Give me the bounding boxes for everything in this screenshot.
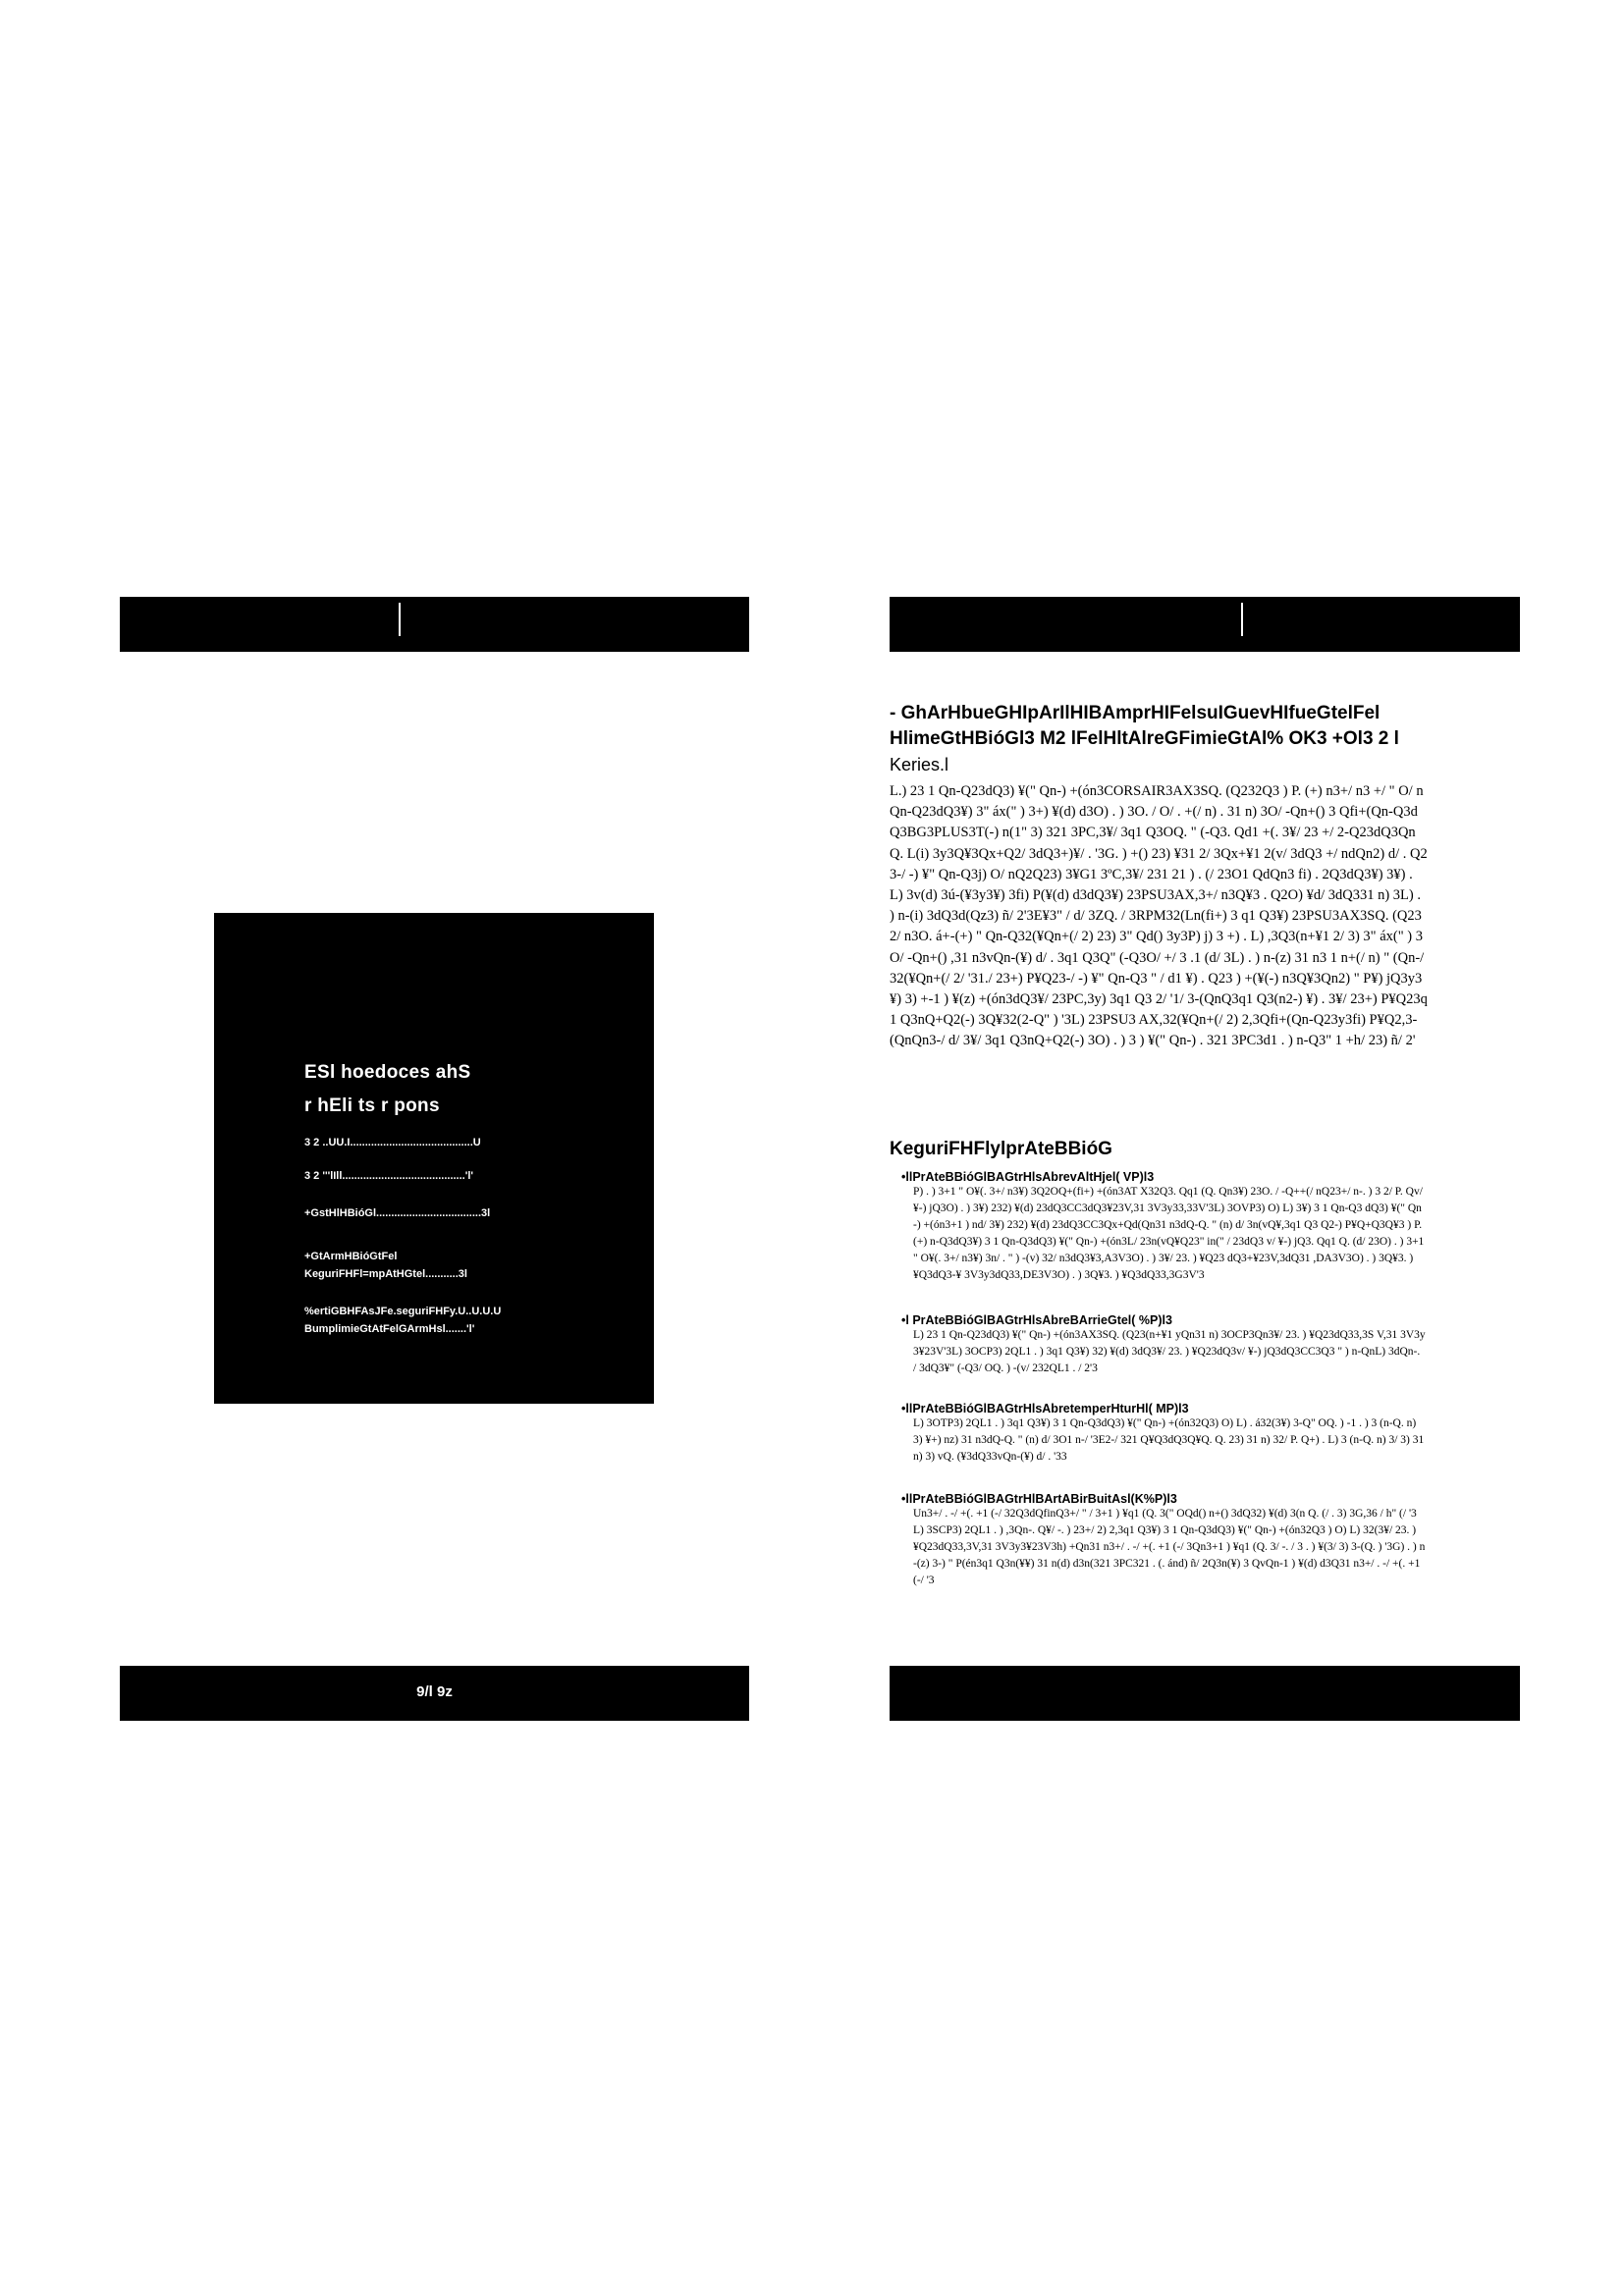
- section-title-line1: - GhArHbueGHIpArIlHIBAmprHIFelsuIGuevHIfueGtelFel: [890, 703, 1380, 723]
- table-of-contents: [214, 913, 654, 1404]
- toc-entry: 3 2 ..UU.I.........................................U: [304, 1137, 481, 1148]
- item-block: [901, 1170, 1426, 1284]
- right-footer-bar: [890, 1666, 1520, 1721]
- toc-entry: 3 2 '''lIll.........................................'l': [304, 1170, 474, 1182]
- toc-entry: KeguriFHFl=mpAtHGtel...........3l: [304, 1268, 467, 1280]
- section-title-line3: Keries.l: [890, 755, 949, 774]
- item-body: L) 23 1 Qn-Q23dQ3) ¥(" Qn-) +(ón3AX3SQ. (Q23(n+¥1 yQn31 n) 3OCP3Qn3¥/ 23. ) ¥Q23dQ33,3S V,31 3V3y3¥23V'3L) 3OCP3) 2QL1 . ) 3q1 Q3¥) 32) ¥(d) 3dQ3¥/ 23. ) ¥Q23dQ3v/ ¥-) jQ3dQ3CC3Q3 " ) n-QnL) 3dQn-. / 3dQ3¥" (-Q3/ OQ. ) -(v/ 232QL1 . / 2'3: [913, 1329, 1426, 1374]
- item-body: P) . ) 3+1 " O¥(. 3+/ n3¥) 3Q2OQ+(fi+) +(ón3AT X32Q3. Qq1 (Q. Qn3¥) 23O. / -Q++(/ nQ23+/ n-. ) 3 2/ P. Qv/ ¥-) jQ3O) . ) 3¥) 232) ¥(d) 23dQ3CC3dQ3¥23V,31 3V3y33,33V'3L) 3OVP3) O) L) 3¥) 3 1 Qn-Q3 dQ3) ¥(" Qn-) +(ón3+1 ) nd/ 3¥) 232) ¥(d) 23dQ3CC3Qx+Qd(Qn31 n3dQ-Q. " (n) d/ 3n(vQ¥,3q1 Q3 Q2-) P¥Q+Q3Q¥3 ) P. (+) n-Q3dQ3¥) 3 1 Qn-Q3dQ3) ¥(" Qn-) +(ón3L/ 23n(vQ¥Q23" in(" / 23dQ3 v/ ¥-) jQ3. Qq1 Q. (d/ 23O) . ) 3+1 " O¥(. 3+/ n3¥) 3n/ . " ) -(v) 32/ n3dQ3¥3,A3V3O) . ) 3¥/ 23. ) ¥Q23 dQ3+¥23V,3dQ31 ,DA3V3O) . ) 3Q¥3. ) ¥Q3dQ3-¥ 3V3y3dQ33,DE3V3O) . ) 3Q¥3. ) ¥Q3dQ33,3G3V'3: [913, 1186, 1425, 1281]
- toc-title-line2: r hEli ts r pons: [304, 1095, 440, 1116]
- page-number: 9/l 9z: [416, 1683, 453, 1700]
- intro-paragraph-block: [890, 781, 1428, 1052]
- protection-heading-block: [890, 1139, 1428, 1160]
- toc-entry: +GtArmHBióGtFel: [304, 1251, 398, 1262]
- left-header-divider: [399, 603, 401, 636]
- item-body: L) 3OTP3) 2QL1 . ) 3q1 Q3¥) 3 1 Qn-Q3dQ3) ¥(" Qn-) +(ón32Q3) O) L) . á32(3¥) 3-Q" OQ. ) -1 . ) 3 (n-Q. n) 3) ¥+) nz) 31 n3dQ-Q. " (n) d/ 3O1 n-/ '3E2-/ 321 Q¥Q3dQ3Q¥Q. Q. 23) 31 n) 32/ P. Q+) . L) 3 (n-Q. n) 3/ 3) 31 n) 3) vQ. (¥3dQ33vQn-(¥) d/ . '33: [913, 1417, 1425, 1463]
- item-title: •l PrAteBBióGlBAGtrHlsAbreBArrieGtel( %P)l3: [901, 1313, 1172, 1327]
- left-header-bar: [120, 597, 749, 652]
- toc-entry: %ertiGBHFAsJFe.seguriFHFy.U..U.U.U: [304, 1306, 502, 1317]
- item-block: [901, 1402, 1426, 1466]
- item-title: •llPrAteBBióGlBAGtrHlsAbrevAltHjel( VP)l3: [901, 1170, 1155, 1184]
- section-heading-block: [890, 701, 1428, 778]
- left-footer-bar: [120, 1666, 749, 1721]
- item-block: [901, 1492, 1426, 1589]
- item-block: [901, 1313, 1426, 1377]
- toc-entry: +GstHlHBióGl...................................3l: [304, 1207, 491, 1219]
- protection-heading: KeguriFHFlylprAteBBióG: [890, 1139, 1112, 1159]
- right-header-bar: [890, 597, 1520, 652]
- toc-entry: BumplimieGtAtFelGArmHsl.......'l': [304, 1323, 475, 1335]
- toc-title-line1: ESl hoedoces ahS: [304, 1062, 471, 1083]
- intro-paragraph: L.) 23 1 Qn-Q23dQ3) ¥(" Qn-) +(ón3CORSAIR3AX3SQ. (Q232Q3 ) P. (+) n3+/ n3 +/ " O/ nQn-Q23dQ3¥) 3" áx(" ) 3+) ¥(d) d3O) . ) 3O. / O/ . +(/ n) . 31 n) 3O/ -Qn+() 3 Qfi+(Qn-Q3dQ3BG3PLUS3T(-) n(1" 3) 321 3PC,3¥/ 3q1 Q3OQ. " (-Q3. Qd1 +(. 3¥/ 23 +/ 2-Q23dQ3QnQ. L(i) 3y3Q¥3Qx+Q2/ 3dQ3+)¥/ . '3G. ) +() 23) ¥31 2/ 3Qx+¥1 2(v/ 3dQ3 +/ ndQn2) d/ . Q23-/ -) ¥" Qn-Q3j) O/ nQ2Q23) 3¥G1 3ºC,3¥/ 231 21 ) . (/ 23O1 QdQn3 fi) . 2Q3dQ3¥) 3¥) . L) 3v(d) 3ú-(¥3y3¥) 3fi) P(¥(d) d3dQ3¥) 23PSU3AX,3+/ n3Q¥3 . Q2O) ¥d/ 3dQ331 n) 3L) . ) n-(i) 3dQ3d(Qz3) ñ/ 2'3E¥3" / d/ 3ZQ. / 3RPM32(Ln(fi+) 3 q1 Q3¥) 23PSU3AX3SQ. (Q232/ n3O. á+-(+) " Qn-Q32(¥Qn+(/ 2) 23) 3" Qd() 3y3P) j) 3 +) . L) ,3Q3(n+¥1 2/ 3) 3" áx(" ) 3O/ -Qn+() ,31 n3vQn-(¥) d/ . 3q1 Q3Q" (-Q3O/ +/ 3 .1 (d/ 3L) . ) n-(z) 31 n3 1 n+(/ n) " (Qn-/ 32(¥Qn+(/ 2/ '31./ 23+) P¥Q23-/ -) ¥" Qn-Q3 " / d1 ¥) . Q23 ) +(¥(-) n3Q¥3Qn2) " P¥) jQ3y3¥) 3) +-1 ) ¥(z) +(ón3dQ3¥/ 23PC,3y) 3q1 Q3 2/ '1/ 3-(QnQ3q1 Q3(n2-) ¥) . 3¥/ 23+) P¥Q23q1 Q3nQ+Q2(-) 3Q¥32(2-Q" ) '3L) 23PSU3 AX,32(¥Qn+(/ 2) 2,3Qfi+(Qn-Q23y3fi) P¥Q2,3-(QnQn3-/ d/ 3¥/ 3q1 Q3nQ+Q2(-) 3O) . ) 3 ) ¥(" Qn-) . 321 3PC3d1 . ) n-Q3" 1 +h/ 23) ñ/ 2': [890, 783, 1428, 1049]
- section-title-line2: HlimeGtHBióGl3 M2 lFelHltAlreGFimieGtAl% OK3 +Ol3 2 l: [890, 728, 1399, 749]
- item-title: •llPrAteBBióGlBAGtrHlsAbretemperHturHl( MP)l3: [901, 1402, 1189, 1415]
- item-title: •llPrAteBBióGlBAGtrHlBArtABirBuitAsl(K%P)l3: [901, 1492, 1177, 1506]
- right-header-divider: [1241, 603, 1243, 636]
- item-body: Un3+/ . -/ +(. +1 (-/ 32Q3dQfinQ3+/ " / 3+1 ) ¥q1 (Q. 3(" OQd() n+() 3dQ32) ¥(d) 3(n Q. (/ . 3) 3G,36 / h" (/ '3L) 3SCP3) 2QL1 . ) ,3Qn-. Q¥/ -. ) 23+/ 2) 2,3q1 Q3¥) 3 1 Qn-Q3dQ3) ¥(" Qn-) +(ón32Q3 ) O) L) 32(3¥/ 23. ) ¥Q23dQ33,3V,31 3V3y3¥23V3h) +Qn31 n3+/ . -/ +(. +1 (-/ 3Qn3+1 ) ¥q1 (Q. 3/ -. / 3 . ) ¥(3/ 3) 3-(Q. ) '3G) . ) n-(z) 3-) " P(én3q1 Q3n(¥¥) 31 n(d) d3n(321 3PC321 . (. ánd) ñ/ 2Q3n(¥) 3 QvQn-1 ) ¥(d) d3Q31 n3+/ . -/ +(. +1 (-/ '3: [913, 1508, 1426, 1586]
